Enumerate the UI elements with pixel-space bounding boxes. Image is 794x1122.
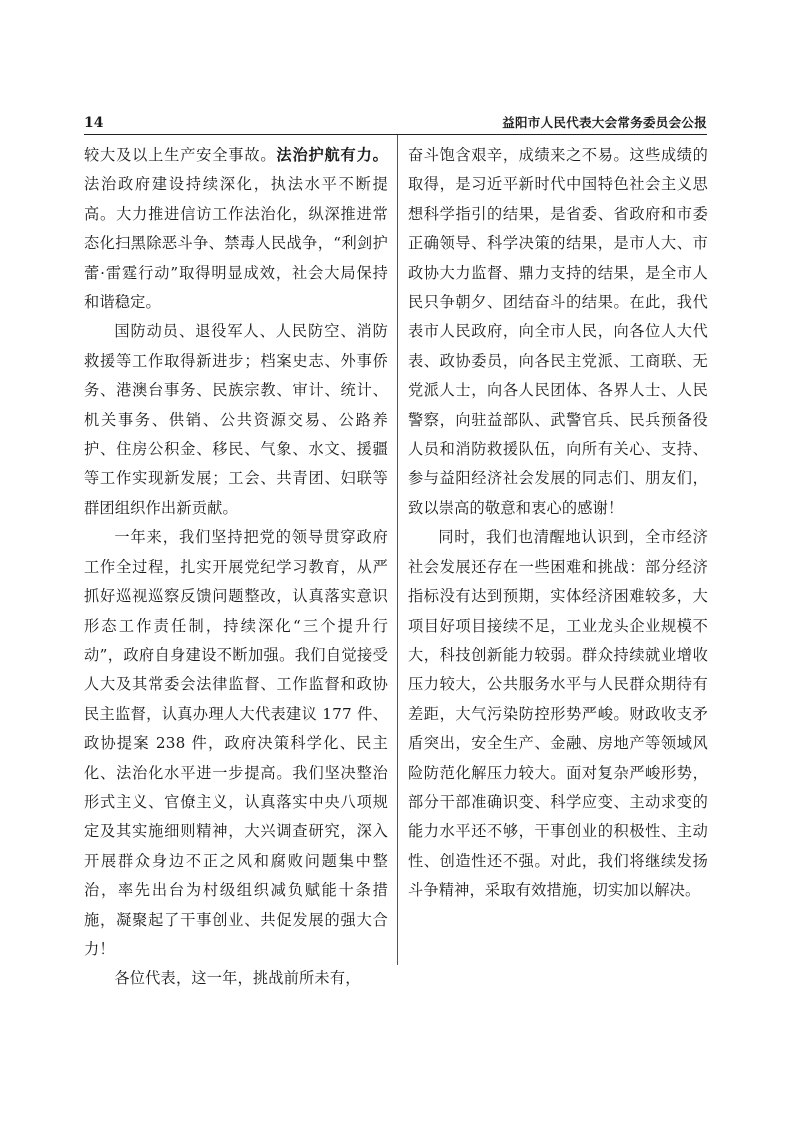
- paragraph-text: 法治政府建设持续深化，执法水平不断提高。大力推进信访工作法治化，纵深推进常态化扫黑除恶斗争、禁毒人民战争，“利剑护蕾·雷霆行动”取得明显成效，社会大局保持和谐稳定。: [84, 175, 388, 312]
- right-column: [408, 141, 708, 906]
- bold-heading: 法治护航有力。: [276, 146, 388, 164]
- left-paragraph-2: 国防动员、退役军人、人民防空、消防救援等工作取得新进步；档案史志、外事侨务、港澳台事务、民族宗教、审计、统计、机关事务、供销、公共资源交易、公路养护、住房公积金、移民、气象、水文、援疆等工作实现新发展；工会、共青团、妇联等群团组织作出新贡献。: [84, 322, 388, 517]
- running-header: [84, 114, 707, 134]
- left-column: [84, 141, 388, 994]
- page-number: 14: [84, 115, 104, 131]
- paragraph-text: 较大及以上生产安全事故。: [84, 146, 277, 164]
- journal-title: 益阳市人民代表大会常务委员会公报: [502, 115, 707, 130]
- right-paragraph-2: 同时，我们也清醒地认识到，全市经济社会发展还存在一些困难和挑战：部分经济指标没有达到预期，实体经济困难较多，大项目好项目接续不足，工业龙头企业规模不大，科技创新能力较弱。群众持续就业增收压力较大，公共服务水平与人民群众期待有差距，大气污染防控形势严峻。财政收支矛盾突出，安全生产、金融、房地产等领域风险防范化解压力较大。面对复杂严峻形势，部分干部准确识变、科学应变、主动求变的能力水平还不够，干事创业的积极性、主动性、创造性还不强。对此，我们将继续发扬斗争精神，采取有效措施，切实加以解决。: [408, 528, 708, 900]
- left-paragraph-4: 各位代表，这一年，挑战前所未有，: [114, 969, 361, 988]
- column-divider: [397, 135, 398, 965]
- left-paragraph-1: [84, 141, 388, 317]
- header-rule: [84, 134, 707, 135]
- left-paragraph-3: 一年来，我们坚持把党的领导贯穿政府工作全过程，扎实开展党纪学习教育，从严抓好巡视巡察反馈问题整改，认真落实意识形态工作责任制，持续深化“三个提升行动”，政府自身建设不断加强。我们自觉接受人大及其常委会法律监督、工作监督和政协民主监督，认真办理人大代表建议 177 件、政协提案 238 件，政府决策科学化、民主化、法治化水平进一步提高。我们坚决整治形式主义、官僚主义，认真落实中央八项规定及其实施细则精神，大兴调查研究，深入开展群众身边不正之风和腐败问题集中整治，率先出台为村级组织减负赋能十条措施，凝聚起了干事创业、共促发展的强大合力！: [84, 528, 388, 958]
- right-paragraph-1: 奋斗饱含艰辛，成绩来之不易。这些成绩的取得，是习近平新时代中国特色社会主义思想科学指引的结果，是省委、省政府和市委正确领导、科学决策的结果，是市人大、市政协大力监督、鼎力支持的结果，是全市人民只争朝夕、团结奋斗的结果。在此，我代表市人民政府，向全市人民，向各位人大代表、政协委员，向各民主党派、工商联、无党派人士，向各人民团体、各界人士、人民警察，向驻益部队、武警官兵、民兵预备役人员和消防救援队伍，向所有关心、支持、参与益阳经济社会发展的同志们、朋友们，致以崇高的敬意和衷心的感谢！: [408, 146, 708, 517]
